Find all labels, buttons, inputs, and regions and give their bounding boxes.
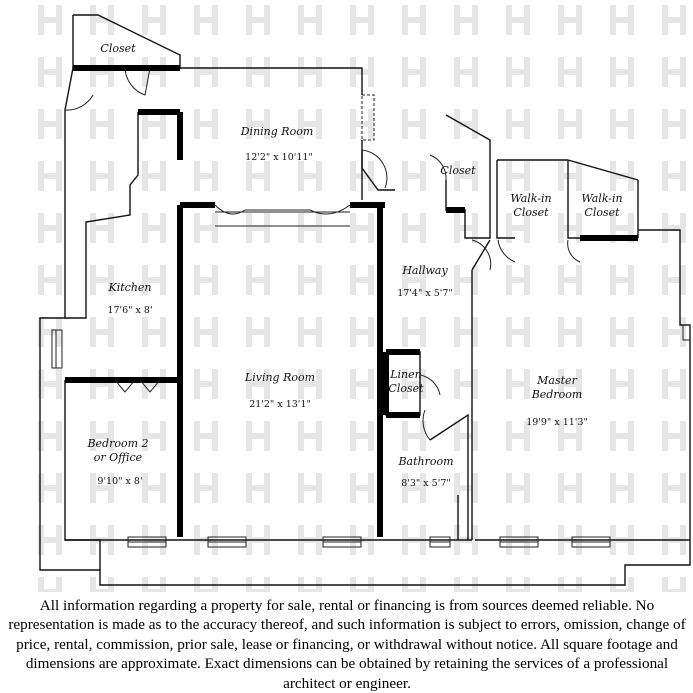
linen-closet-label-a: Linen xyxy=(390,368,422,381)
walkin-closet-2-label-b: Closet xyxy=(584,206,620,219)
walkin-closet-2-label-a: Walk-in xyxy=(581,192,623,205)
bedroom2-dimensions: 9'10" x 8' xyxy=(97,476,143,487)
closet-top-label: Closet xyxy=(100,42,136,55)
closet-right-label: Closet xyxy=(440,164,476,177)
master-bedroom-label-a: Master xyxy=(537,374,577,387)
kitchen-label: Kitchen xyxy=(108,281,152,294)
bathroom-label: Bathroom xyxy=(398,455,454,468)
master-bedroom-label-b: Bedroom xyxy=(531,388,583,401)
hallway-dimensions: 17'4" x 5'7" xyxy=(397,288,453,299)
walkin-closet-1-label-b: Closet xyxy=(513,206,549,219)
disclaimer-text: All information regarding a property for sale, rental or financing is from sources deemed reliable. No representation is made as to the accuracy thereof, and such information is subject to errors, omission, change of price, rental, commission, prior sale, lease or financing, or withdrawal without notice. All square footage and dimensions are approximate. Exact dimensions can be obtained by retaining the services of a professional architect or engineer. xyxy=(8,597,686,692)
bedroom2-label-a: Bedroom 2 xyxy=(87,437,149,450)
living-room-dimensions: 21'2" x 13'1" xyxy=(249,399,311,410)
master-bedroom-dimensions: 19'9" x 11'3" xyxy=(526,417,588,428)
dining-room-label: Dining Room xyxy=(240,125,314,138)
walls xyxy=(40,15,690,585)
living-room-label: Living Room xyxy=(244,371,316,384)
bedroom2-label-b: or Office xyxy=(93,451,143,464)
linen-closet-label-b: Closet xyxy=(388,382,424,395)
bathroom-dimensions: 8'3" x 5'7" xyxy=(401,478,451,489)
hallway-label: Hallway xyxy=(402,264,448,277)
walkin-closet-1-label-a: Walk-in xyxy=(510,192,552,205)
dining-room-dimensions: 12'2" x 10'11" xyxy=(245,152,313,163)
kitchen-dimensions: 17'6" x 8' xyxy=(107,305,153,316)
